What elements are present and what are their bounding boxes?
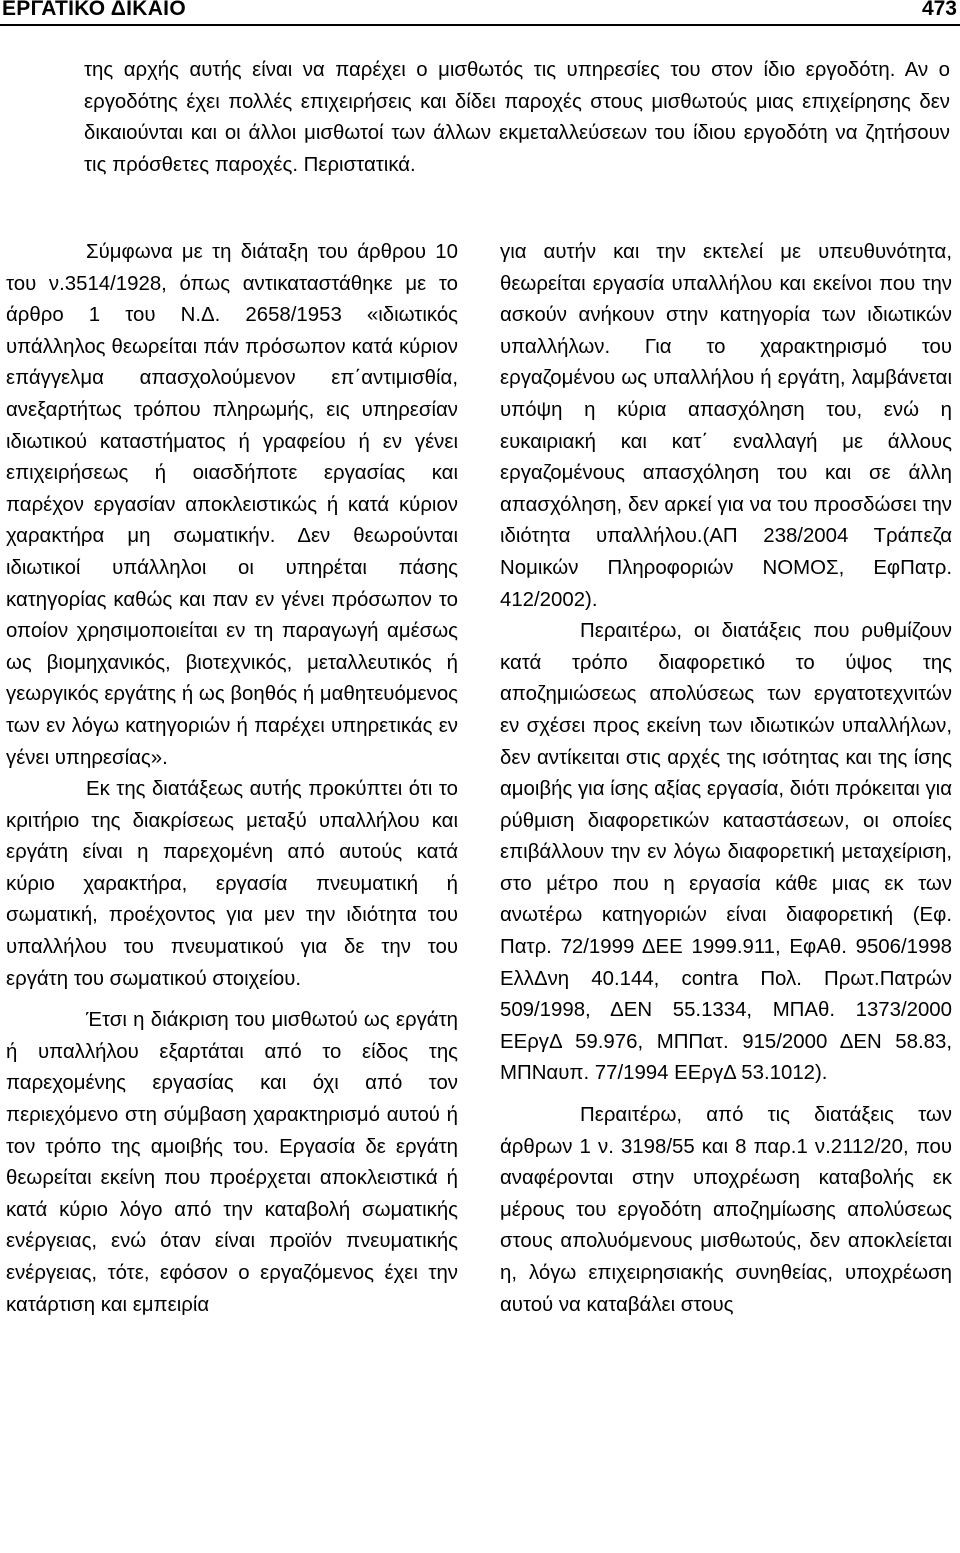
left-column (6, 237, 458, 1321)
right-column (500, 237, 952, 1321)
right-paragraph-3: Περαιτέρω, από τις διατάξεις των άρθρων 1 ν. 3198/55 και 8 παρ.1 ν.2112/20, που αναφέρονται στην υποχρέωση καταβολής εκ μέρους του εργοδότη αποζημίωσης απολύσεως στους απολυόμενους μισθωτούς, δεν αποκλείεται η, λόγω επιχειρησιακής συνηθείας, υποχρέωση αυτού να καταβάλει στους (500, 1104, 952, 1316)
section-title: ΕΡΓΑΤΙΚΟ ΔΙΚΑΙΟ (2, 0, 186, 20)
left-paragraph-2: Εκ της διατάξεως αυτής προκύπτει ότι το κριτήριο της διακρίσεως μεταξύ υπαλλήλου και εργάτη είναι η παρεχομένη από αυτούς κατά κύριο χαρακτήρα, εργασία πνευματική ή σωματική, προέχοντος για μεν την ιδιότητα του υπαλλήλου του πνευματικού για δε την του εργάτη του σωματικού στοιχείου. (6, 778, 458, 990)
right-paragraph-1: για αυτήν και την εκτελεί με υπευθυνότητα, θεωρείται εργασία υπαλλήλου και εκείνοι που την ασκούν ανήκουν στην κατηγορία των ιδιωτικών υπαλλήλων. Για το χαρακτηρισμό του εργαζομένου ως υπαλλήλου ή εργάτη, λαμβάνεται υπόψη η κύρια απασχόληση του, ενώ η ευκαιριακή και κατ΄ εναλλαγή με άλλους εργαζομένους απασχόληση του και σε άλλη απασχόληση, δεν αρκεί για να του προσδώσει την ιδιότητα υπαλλήλου.(ΑΠ 238/2004 Τράπεζα Νομικών Πληροφοριών ΝΟΜΟΣ, ΕφΠατρ. 412/2002). (500, 241, 952, 611)
right-paragraph-2: Περαιτέρω, οι διατάξεις που ρυθμίζουν κατά τρόπο διαφορετικό το ύψος της αποζημιώσεως απολύσεως των εργατοτεχνιτών εν σχέσει προς εκείνη των ιδιωτικών υπαλλήλων, δεν αντίκειται στις αρχές της ισότητας και της ίσης αμοιβής για ίσης αξίας εργασία, διότι πρόκειται για ρύθμιση διαφορετικών καταστάσεων, οι οποίες επιβάλλουν την εν λόγω διαφορετική μεταχείριση, στο μέτρο που η εργασία κάθε μιας εκ των ανωτέρω κατηγοριών είναι διαφορετική (Εφ. Πατρ. 72/1999 ΔΕΕ 1999.911, ΕφΑθ. 9506/1998 ΕλλΔνη 40.144, contra Πολ. Πρωτ.Πατρών 509/1998, ΔΕΝ 55.1334, ΜΠΑθ. 1373/2000 ΕΕργΔ 59.976, ΜΠΠατ. 915/2000 ΔΕΝ 58.83, ΜΠΝαυπ. 77/1994 ΕΕργΔ 53.1012). (500, 620, 952, 1085)
left-paragraph-1: Σύμφωνα με τη διάταξη του άρθρου 10 του ν.3514/1928, όπως αντικαταστάθηκε με το άρθρο 1 του Ν.Δ. 2658/1953 «ιδιωτικός υπάλληλος θεωρείται πάν πρόσωπον κατά κύριον επάγγελμα απασχολούμενον επ΄αντιμισθία, ανεξαρτήτως τρόπου πληρωμής, εις υπηρεσίαν ιδιωτικού καταστήματος ή γραφείου ή εν γένει επιχειρήσεως ή οιασδήποτε εργασίας και παρέχον εργασίαν αποκλειστικώς ή κατά κύριον χαρακτήρα μη σωματικήν. Δεν θεωρούνται ιδιωτικοί υπάλληλοι οι υπηρέται πάσης κατηγορίας καθώς και παν εν γένει πρόσωπον το οποίον χρησιμοποιείται εν τη παραγωγή αμέσως ως βιομηχανικός, βιοτεχνικός, μεταλλευτικός ή γεωργικός εργάτης ή ως βοηθός ή μαθητευόμενος των εν λόγω κατηγοριών ή παρέχει υπηρετικάς εν γένει υπηρεσίας». (6, 241, 458, 769)
top-paragraph: της αρχής αυτής είναι να παρέχει ο μισθωτός τις υπηρεσίες του στον ίδιο εργοδότη. Αν ο εργοδότης έχει πολλές επιχειρήσεις και δίδει παροχές στους μισθωτούς μιας επιχείρησης δεν δικαιούνται και οι άλλοι μισθωτοί των άλλων εκμεταλλεύσεων του ίδιου εργοδότη να ζητήσουν τις πρόσθετες παροχές. Περιστατικά. (84, 59, 950, 176)
left-paragraph-3: Έτσι η διάκριση του μισθωτού ως εργάτη ή υπαλλήλου εξαρτάται από το είδος της παρεχομένης εργασίας και όχι από τον περιεχόμενο στη σύμβαση χαρακτηρισμό αυτού ή τον τρόπο της αμοιβής του. Εργασία δε εργάτη θεωρείται εκείνη που προέρχεται αποκλειστικά ή κατά κύριο λόγο από την καταβολή σωματικής ενέργειας, ενώ όταν είναι προϊόν πνευματικής ενέργειας, τότε, εφόσον ο εργαζόμενος έχει την κατάρτιση και εμπειρία (6, 1009, 458, 1316)
page-number: 473 (921, 0, 957, 20)
running-header (0, 0, 960, 26)
